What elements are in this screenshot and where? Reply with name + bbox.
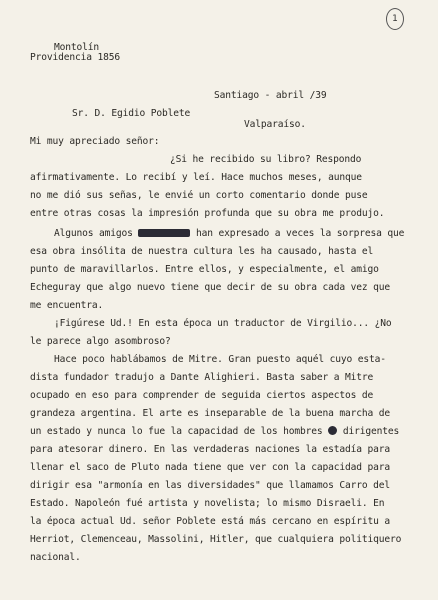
recipient-name: Sr. D. Egidio Poblete — [72, 108, 191, 119]
paragraph1-line: ¿Si he recibido su libro? Respondo — [170, 154, 362, 165]
paragraph4-line: para atesorar dinero. En las verdaderas naciones la estadía para — [30, 444, 391, 455]
paragraph4-blot-before: un estado y nunca lo fue la capacidad de los hombres — [30, 426, 323, 437]
paragraph2-line1-after: han expresado a veces la sorpresa que — [196, 228, 405, 239]
page-number-circle: 1 — [386, 8, 404, 30]
paragraph2-line: Echeguray que algo nuevo tiene que decir de su obra cada vez que — [30, 282, 391, 293]
paragraph4-line: llenar el saco de Pluto nada tiene que ver con la capacidad para — [30, 462, 391, 473]
header-line-2: Providencia 1856 — [30, 52, 121, 63]
paragraph4-line: dirigir esa "armonía en las diversidades" que llamamos Carro del — [30, 480, 391, 491]
paragraph3-line: ¡Figúrese Ud.! En esta época un traductor de Virgilio... ¿No — [54, 318, 392, 329]
paragraph2-line1-before: Algunos amigos — [54, 228, 133, 239]
paragraph4-blot-line — [30, 426, 399, 437]
paragraph1-line: entre otras cosas la impresión profunda que su obra me produjo. — [30, 208, 385, 219]
paragraph4-blot-after: dirigentes — [342, 426, 400, 437]
salutation: Mi muy apreciado señor: — [30, 136, 160, 147]
paragraph4-line: Hace poco hablábamos de Mitre. Gran puesto aquél cuyo esta- — [54, 354, 386, 365]
paragraph2-line: me encuentra. — [30, 300, 104, 311]
date-line: Santiago - abril /39 — [214, 90, 327, 101]
header-line-1: Montolín — [54, 42, 100, 53]
paragraph4-line: ocupado en eso para comprender de seguida ciertos aspectos de — [30, 390, 374, 401]
paragraph2-line: punto de maravillarlos. Entre ellos, y especialmente, el amigo — [30, 264, 379, 275]
paragraph1-line: afirmativamente. Lo recibí y leí. Hace muchos meses, aunque — [30, 172, 362, 183]
paragraph2-first-line — [54, 228, 404, 239]
ink-blot — [328, 426, 337, 435]
paragraph1-line: no me dió sus señas, le envié un corto comentario donde puse — [30, 190, 368, 201]
redaction-mark — [138, 229, 190, 237]
recipient-city: Valparaíso. — [244, 119, 306, 130]
paragraph4-line: la época actual Ud. señor Poblete está más cercano en espíritu a — [30, 516, 391, 527]
paragraph3-line: le parece algo asombroso? — [30, 336, 171, 347]
paragraph4-line: Estado. Napoleón fué artista y novelista; lo mismo Disraeli. En — [30, 498, 385, 509]
paragraph4-line: dista fundador tradujo a Dante Alighieri. Basta saber a Mitre — [30, 372, 374, 383]
paragraph4-line: grandeza argentina. El arte es inseparable de la buena marcha de — [30, 408, 391, 419]
paragraph4-line: nacional. — [30, 552, 81, 563]
paragraph2-line: esa obra insólita de nuestra cultura les ha causado, hasta el — [30, 246, 374, 257]
paragraph4-line: Herriot, Clemenceau, Massolini, Hitler, que cualquiera politiquero — [30, 534, 402, 545]
